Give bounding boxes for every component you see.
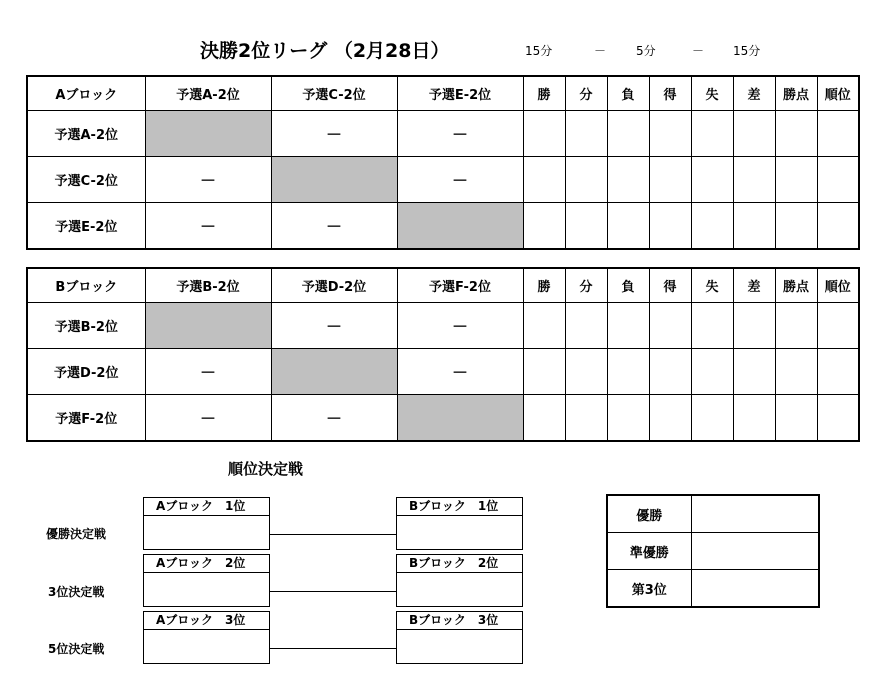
header-draws: 分 — [565, 76, 607, 111]
stat-cell[interactable] — [733, 157, 775, 203]
row-team: 予選A-2位 — [27, 111, 145, 157]
standing-row — [607, 533, 819, 570]
column-team: 予選D-2位 — [271, 268, 397, 303]
match-result-cell[interactable]: － — [145, 395, 271, 442]
row-team: 予選F-2位 — [27, 395, 145, 442]
match-result-cell[interactable]: － — [397, 157, 523, 203]
final-match-label: 優勝決定戦 — [46, 527, 107, 541]
stat-cell[interactable] — [733, 349, 775, 395]
table-row — [27, 203, 859, 250]
block-name: Bブロック — [27, 268, 145, 303]
stat-cell[interactable] — [817, 303, 859, 349]
stat-cell[interactable] — [649, 111, 691, 157]
runner-up-label: 準優勝 — [607, 533, 691, 570]
stat-cell[interactable] — [565, 111, 607, 157]
row-team: 予選D-2位 — [27, 349, 145, 395]
header-goal-diff: 差 — [733, 76, 775, 111]
stat-cell[interactable] — [775, 395, 817, 442]
time-separator: － — [692, 44, 705, 58]
right-team-entry[interactable] — [396, 629, 523, 664]
self-match-cell — [397, 203, 523, 250]
table-row — [27, 349, 859, 395]
column-team: 予選B-2位 — [145, 268, 271, 303]
block-a-table — [26, 75, 860, 250]
third-place-entry[interactable] — [691, 570, 819, 608]
table-row — [27, 157, 859, 203]
standing-row — [607, 495, 819, 533]
time-separator: － — [594, 44, 607, 58]
stat-cell[interactable] — [565, 395, 607, 442]
row-team: 予選C-2位 — [27, 157, 145, 203]
header-points: 勝点 — [775, 76, 817, 111]
champion-label: 優勝 — [607, 495, 691, 533]
header-goals-against: 失 — [691, 76, 733, 111]
stat-cell[interactable] — [817, 395, 859, 442]
stat-cell[interactable] — [607, 203, 649, 250]
block-name: Aブロック — [27, 76, 145, 111]
header-wins: 勝 — [523, 76, 565, 111]
stat-cell[interactable] — [733, 203, 775, 250]
stat-cell[interactable] — [649, 349, 691, 395]
self-match-cell — [145, 303, 271, 349]
stat-cell[interactable] — [565, 349, 607, 395]
self-match-cell — [397, 395, 523, 442]
stat-cell[interactable] — [565, 203, 607, 250]
third-place-label: 第3位 — [607, 570, 691, 608]
right-seed-label: Bブロック 1位 — [396, 497, 523, 516]
left-seed-label: Aブロック 3位 — [143, 611, 270, 630]
stat-cell[interactable] — [775, 111, 817, 157]
column-team: 予選E-2位 — [397, 76, 523, 111]
row-team: 予選E-2位 — [27, 203, 145, 250]
match-result-cell[interactable]: － — [271, 395, 397, 442]
stat-cell[interactable] — [523, 203, 565, 250]
stat-cell[interactable] — [691, 395, 733, 442]
left-team-entry[interactable] — [143, 515, 270, 550]
column-team: 予選C-2位 — [271, 76, 397, 111]
bracket-line — [270, 534, 396, 535]
stat-cell[interactable] — [691, 203, 733, 250]
runner-up-entry[interactable] — [691, 533, 819, 570]
left-team-entry[interactable] — [143, 629, 270, 664]
stat-cell[interactable] — [607, 157, 649, 203]
stat-cell[interactable] — [565, 157, 607, 203]
stat-cell[interactable] — [607, 303, 649, 349]
stat-cell[interactable] — [817, 157, 859, 203]
stat-cell[interactable] — [733, 395, 775, 442]
column-team: 予選F-2位 — [397, 268, 523, 303]
header-goals-for: 得 — [649, 268, 691, 303]
match-result-cell[interactable]: － — [145, 349, 271, 395]
stat-cell[interactable] — [523, 303, 565, 349]
stat-cell[interactable] — [649, 303, 691, 349]
right-seed-label: Bブロック 3位 — [396, 611, 523, 630]
stat-cell[interactable] — [733, 303, 775, 349]
placement-section-title: 順位決定戦 — [228, 460, 304, 478]
stat-cell[interactable] — [565, 303, 607, 349]
table-row — [27, 111, 859, 157]
stat-cell[interactable] — [775, 157, 817, 203]
match-result-cell[interactable]: － — [397, 349, 523, 395]
match-result-cell[interactable]: － — [145, 203, 271, 250]
table-header-row — [27, 268, 859, 303]
final-standings-table — [606, 494, 820, 608]
stat-cell[interactable] — [649, 395, 691, 442]
break-duration: 5分 — [636, 44, 656, 58]
header-goals-against: 失 — [691, 268, 733, 303]
stat-cell[interactable] — [691, 303, 733, 349]
block-b-table — [26, 267, 860, 442]
stat-cell[interactable] — [607, 395, 649, 442]
column-team: 予選A-2位 — [145, 76, 271, 111]
stat-cell[interactable] — [523, 349, 565, 395]
table-row — [27, 395, 859, 442]
header-goals-for: 得 — [649, 76, 691, 111]
right-seed-label: Bブロック 2位 — [396, 554, 523, 573]
stat-cell[interactable] — [775, 303, 817, 349]
right-team-entry[interactable] — [396, 515, 523, 550]
match-result-cell[interactable]: － — [397, 111, 523, 157]
match-result-cell[interactable]: － — [397, 303, 523, 349]
stat-cell[interactable] — [775, 349, 817, 395]
match-result-cell[interactable]: － — [271, 111, 397, 157]
stat-cell[interactable] — [691, 157, 733, 203]
left-team-entry[interactable] — [143, 572, 270, 607]
left-seed-label: Aブロック 1位 — [143, 497, 270, 516]
stat-cell[interactable] — [817, 203, 859, 250]
header-losses: 負 — [607, 268, 649, 303]
stat-cell[interactable] — [523, 111, 565, 157]
table-header-row — [27, 76, 859, 111]
header-points: 勝点 — [775, 268, 817, 303]
self-match-cell — [145, 111, 271, 157]
stat-cell[interactable] — [607, 111, 649, 157]
first-half-duration: 15分 — [525, 44, 553, 58]
page-title: 決勝2位リーグ （2月28日） — [200, 40, 450, 62]
third-place-match-label: 3位決定戦 — [48, 585, 105, 599]
stat-cell[interactable] — [691, 111, 733, 157]
stat-cell[interactable] — [817, 111, 859, 157]
self-match-cell — [271, 157, 397, 203]
match-result-cell[interactable]: － — [271, 303, 397, 349]
row-team: 予選B-2位 — [27, 303, 145, 349]
header-draws: 分 — [565, 268, 607, 303]
stat-cell[interactable] — [775, 203, 817, 250]
stat-cell[interactable] — [691, 349, 733, 395]
bracket-line — [270, 648, 396, 649]
stat-cell[interactable] — [649, 157, 691, 203]
stat-cell[interactable] — [523, 395, 565, 442]
match-result-cell[interactable]: － — [145, 157, 271, 203]
bracket-line — [270, 591, 396, 592]
header-goal-diff: 差 — [733, 268, 775, 303]
header-losses: 負 — [607, 76, 649, 111]
stat-cell[interactable] — [733, 111, 775, 157]
header-wins: 勝 — [523, 268, 565, 303]
self-match-cell — [271, 349, 397, 395]
second-half-duration: 15分 — [733, 44, 761, 58]
stat-cell[interactable] — [523, 157, 565, 203]
champion-entry[interactable] — [691, 495, 819, 533]
stat-cell[interactable] — [607, 349, 649, 395]
standing-row — [607, 570, 819, 608]
fifth-place-match-label: 5位決定戦 — [48, 642, 105, 656]
header-rank: 順位 — [817, 268, 859, 303]
right-team-entry[interactable] — [396, 572, 523, 607]
match-result-cell[interactable]: － — [271, 203, 397, 250]
left-seed-label: Aブロック 2位 — [143, 554, 270, 573]
header-rank: 順位 — [817, 76, 859, 111]
stat-cell[interactable] — [649, 203, 691, 250]
table-row — [27, 303, 859, 349]
stat-cell[interactable] — [817, 349, 859, 395]
